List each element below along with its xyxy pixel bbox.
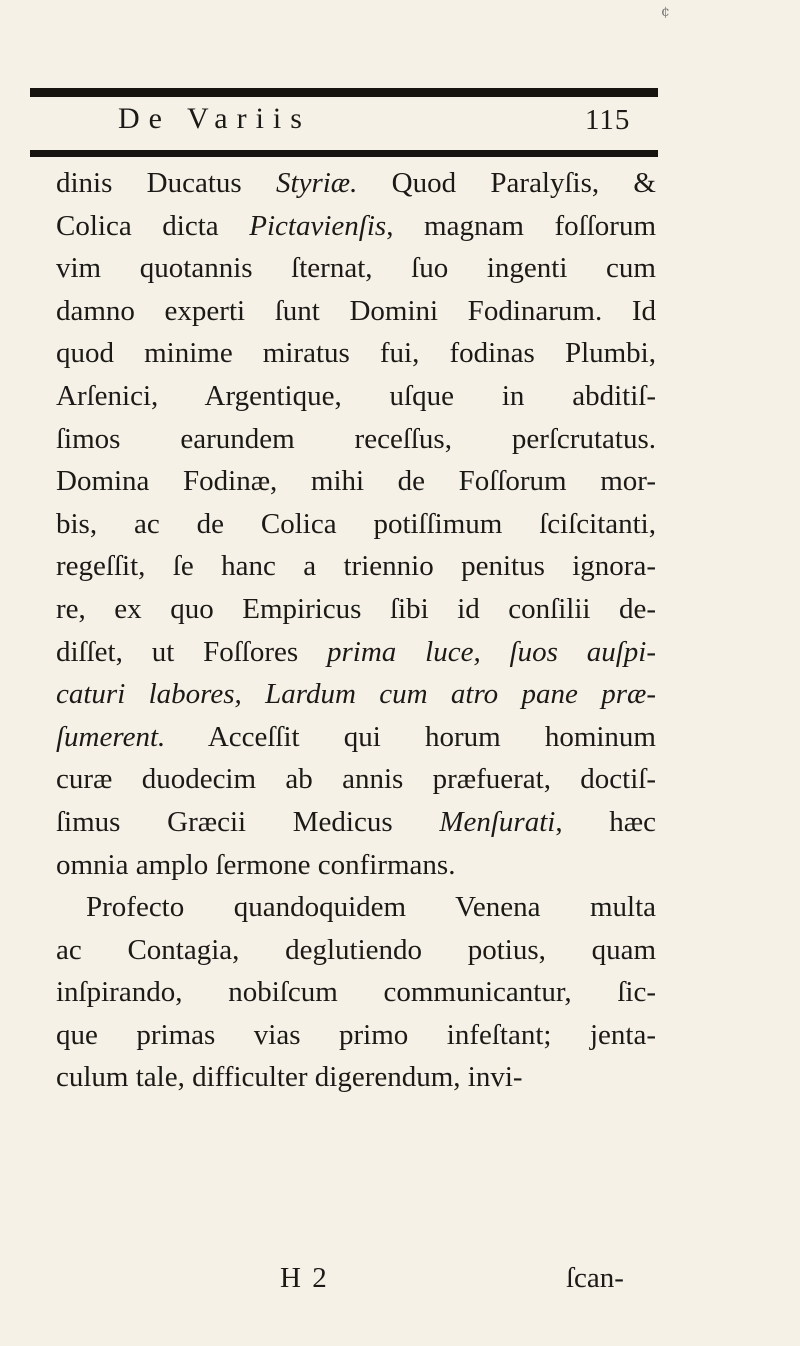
- text-run: , hæc: [555, 805, 656, 838]
- running-head-title: De Variis: [118, 102, 311, 135]
- header-rule-top: [30, 88, 658, 97]
- text-run: Profecto quandoquidem Venena multa: [86, 891, 656, 924]
- text-line: [56, 162, 656, 205]
- text-run: omnia amplo ſermone confirmans.: [56, 848, 456, 881]
- italic-text-run: Pictavienſis: [249, 209, 387, 242]
- text-line: [56, 375, 656, 418]
- text-line: [56, 971, 656, 1014]
- text-run: damno experti ſunt Domini Fodinarum. Id: [56, 294, 656, 327]
- text-line: [56, 503, 656, 546]
- text-line: [56, 1014, 656, 1057]
- text-run: Quod Paralyſis, &: [357, 167, 656, 199]
- text-line: [56, 588, 656, 631]
- text-run: ſimos earundem receſſus, perſcrutatus.: [56, 422, 656, 455]
- text-run: Acceſſit qui horum hominum: [165, 720, 656, 753]
- text-line: [56, 460, 656, 503]
- text-line: [56, 247, 656, 290]
- text-run: re, ex quo Empiricus ſibi id conſilii de-: [56, 592, 656, 625]
- text-line: [56, 758, 656, 801]
- text-run: culum tale, difficulter digerendum, invi-: [56, 1061, 523, 1094]
- text-run: diſſet, ut Foſſores: [56, 635, 328, 668]
- text-run: bis, ac de Colica potiſſimum ſciſcitanti,: [56, 507, 656, 540]
- body-text: [56, 162, 656, 1099]
- italic-text-run: Menſurati: [439, 805, 556, 838]
- text-run: curæ duodecim ab annis præfuerat, doctiſ-: [56, 763, 656, 796]
- signature-mark: H 2: [280, 1262, 329, 1294]
- text-run: que primas vias primo infeſtant; jenta-: [56, 1018, 656, 1051]
- text-line: [56, 631, 656, 674]
- catchword: ſcan-: [566, 1262, 624, 1294]
- text-line: [56, 716, 656, 759]
- text-run: , magnam foſſorum: [386, 209, 656, 242]
- italic-text-run: ſumerent.: [56, 720, 166, 753]
- text-line: [56, 418, 656, 461]
- text-run: dinis Ducatus: [56, 167, 277, 199]
- text-line: [56, 886, 656, 929]
- page-footer: [0, 1262, 800, 1302]
- text-line: [56, 673, 656, 716]
- text-run: Domina Fodinæ, mihi de Foſſorum mor-: [56, 465, 656, 498]
- text-line: [56, 205, 656, 248]
- header-rule-bottom: [30, 150, 658, 157]
- text-line: [56, 929, 656, 972]
- text-line: [56, 545, 656, 588]
- text-line: [56, 1056, 656, 1099]
- text-run: ſimus Græcii Medicus: [56, 805, 440, 838]
- text-run: inſpirando, nobiſcum communicantur, ſic-: [56, 976, 656, 1009]
- text-line: [56, 801, 656, 844]
- text-run: Arſenici, Argentique, uſque in abditiſ-: [56, 379, 656, 412]
- text-line: [56, 290, 656, 333]
- italic-text-run: Styriæ.: [276, 167, 358, 199]
- text-run: Colica dicta: [56, 209, 250, 242]
- running-head: [0, 100, 800, 140]
- text-run: regeſſit, ſe hanc a triennio penitus ignora-: [56, 550, 656, 583]
- text-run: quod minime miratus fui, fodinas Plumbi,: [56, 337, 656, 370]
- italic-text-run: prima luce, ſuos auſpi-: [327, 635, 657, 668]
- text-run: ac Contagia, deglutiendo potius, quam: [56, 933, 656, 966]
- page-number: 115: [585, 104, 631, 136]
- italic-text-run: caturi labores, Lardum cum atro pane præ-: [56, 678, 656, 711]
- text-line: [56, 844, 656, 887]
- margin-tick-mark: ¢: [661, 4, 670, 20]
- text-run: vim quotannis ſternat, ſuo ingenti cum: [56, 252, 656, 285]
- text-line: [56, 332, 656, 375]
